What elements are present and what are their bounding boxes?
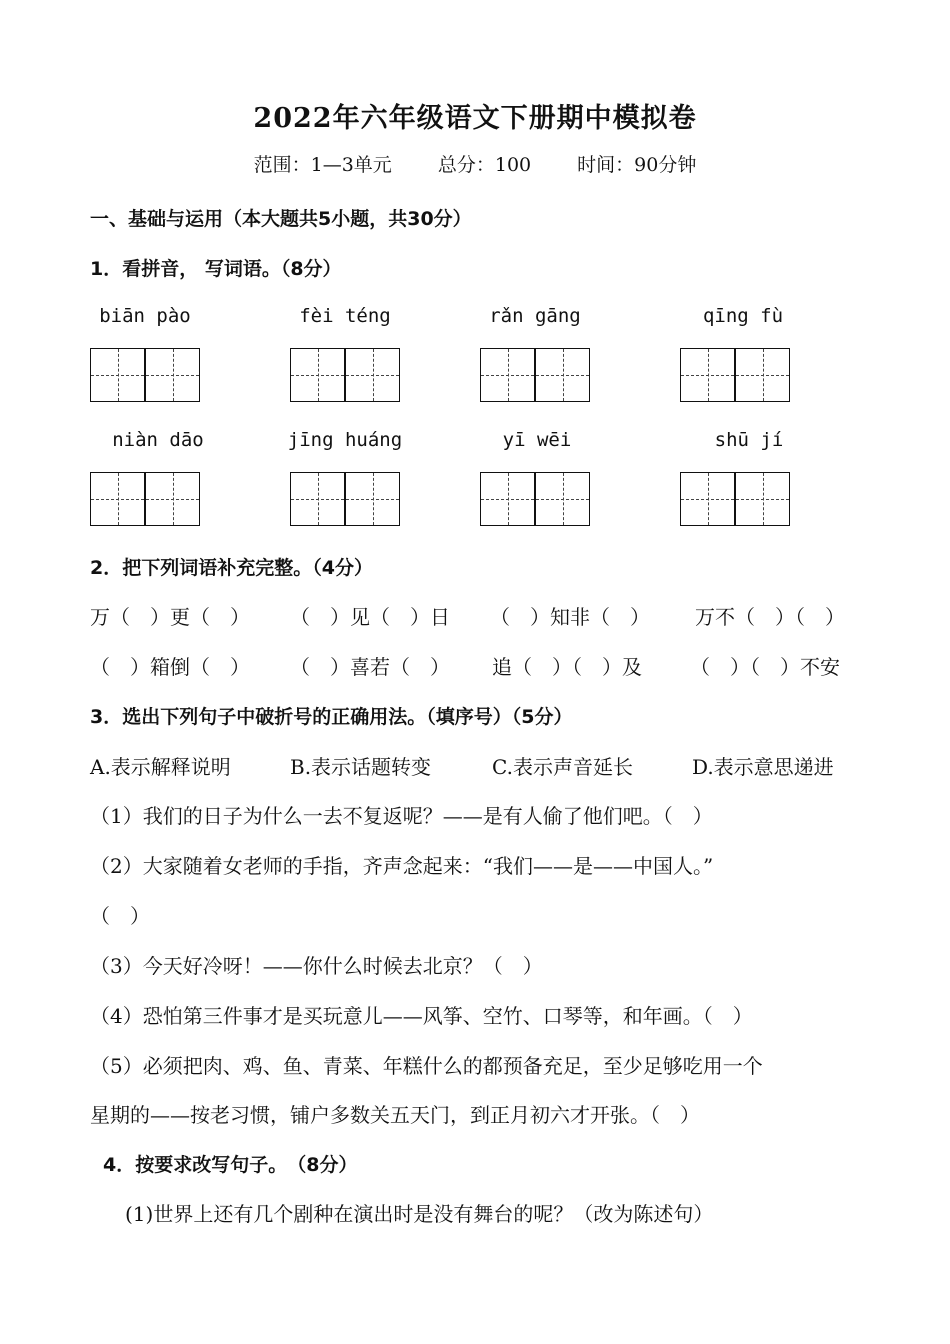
idiom-blank[interactable]: （ ）箱倒（ ） xyxy=(90,655,250,679)
pinyin-label: rǎn gāng xyxy=(489,305,581,327)
q3-sentence-5-cont: 星期的——按老习惯，铺户多数关五天门，到正月初六才开张。（ ） xyxy=(90,1103,700,1127)
exam-scope: 范围：1—3单元 xyxy=(253,154,392,176)
idiom-blank[interactable]: （ ）喜若（ ） xyxy=(290,655,450,679)
pinyin-label: biān pào xyxy=(99,305,191,327)
option-b: B.表示话题转变 xyxy=(290,755,432,779)
writing-grid[interactable] xyxy=(480,472,590,526)
pinyin-label: jīng huáng xyxy=(287,429,403,451)
q3-sentence-5: （5）必须把肉、鸡、鱼、青菜、年糕什么的都预备充足，至少足够吃用一个 xyxy=(90,1054,763,1078)
exam-time: 时间：90分钟 xyxy=(577,154,697,176)
idiom-blank[interactable]: 万不（ ）（ ） xyxy=(695,605,845,629)
writing-grid[interactable] xyxy=(290,472,400,526)
exam-meta xyxy=(0,150,950,177)
idiom-blank[interactable]: 追（ ）（ ）及 xyxy=(492,655,642,679)
pinyin-label: qīng fù xyxy=(702,305,784,327)
q1-heading: 1．看拼音， 写词语。（8分） xyxy=(90,258,342,280)
option-a: A.表示解释说明 xyxy=(90,755,231,779)
idiom-blank[interactable]: （ ）知非（ ） xyxy=(490,605,650,629)
idiom-blank[interactable]: （ ）（ ）不安 xyxy=(690,655,840,679)
option-d: D.表示意思递进 xyxy=(692,755,834,779)
writing-grid[interactable] xyxy=(90,472,200,526)
q2-heading: 2．把下列词语补充完整。（4分） xyxy=(90,557,373,579)
q4-heading: 4．按要求改写句子。 （8分） xyxy=(103,1154,358,1176)
writing-grid[interactable] xyxy=(90,348,200,402)
q3-heading: 3．选出下列句子中破折号的正确用法。（填序号）（5分） xyxy=(90,706,573,728)
pinyin-label: fèi téng xyxy=(299,305,391,327)
pinyin-label: niàn dāo xyxy=(112,429,204,451)
writing-grid[interactable] xyxy=(680,472,790,526)
writing-grid[interactable] xyxy=(290,348,400,402)
pinyin-label: yī wēi xyxy=(502,429,572,451)
section-heading: 一、基础与运用（本大题共5小题，共30分） xyxy=(90,208,472,230)
writing-grid[interactable] xyxy=(480,348,590,402)
pinyin-label: shū jí xyxy=(714,429,784,451)
exam-title: 2022年六年级语文下册期中模拟卷 xyxy=(253,103,697,134)
idiom-blank[interactable]: （ ）见（ ）日 xyxy=(290,605,450,629)
idiom-blank[interactable]: 万（ ）更（ ） xyxy=(90,605,250,629)
q3-sentence-2-blank[interactable]: （ ） xyxy=(90,904,150,928)
writing-grid[interactable] xyxy=(680,348,790,402)
q3-sentence-3: （3）今天好冷呀！——你什么时候去北京？（ ） xyxy=(90,954,543,978)
q4-sentence-1: (1)世界上还有几个剧种在演出时是没有舞台的呢？（改为陈述句） xyxy=(125,1202,714,1226)
exam-total-score: 总分：100 xyxy=(437,154,532,176)
q3-sentence-1: （1）我们的日子为什么一去不复返呢？——是有人偷了他们吧。（ ） xyxy=(90,804,713,828)
option-c: C.表示声音延长 xyxy=(492,755,633,779)
q3-sentence-2: （2）大家随着女老师的手指，齐声念起来：“我们——是——中国人。” xyxy=(90,854,714,878)
q3-sentence-4: （4）恐怕第三件事才是买玩意儿——风筝、空竹、口琴等，和年画。（ ） xyxy=(90,1004,753,1028)
